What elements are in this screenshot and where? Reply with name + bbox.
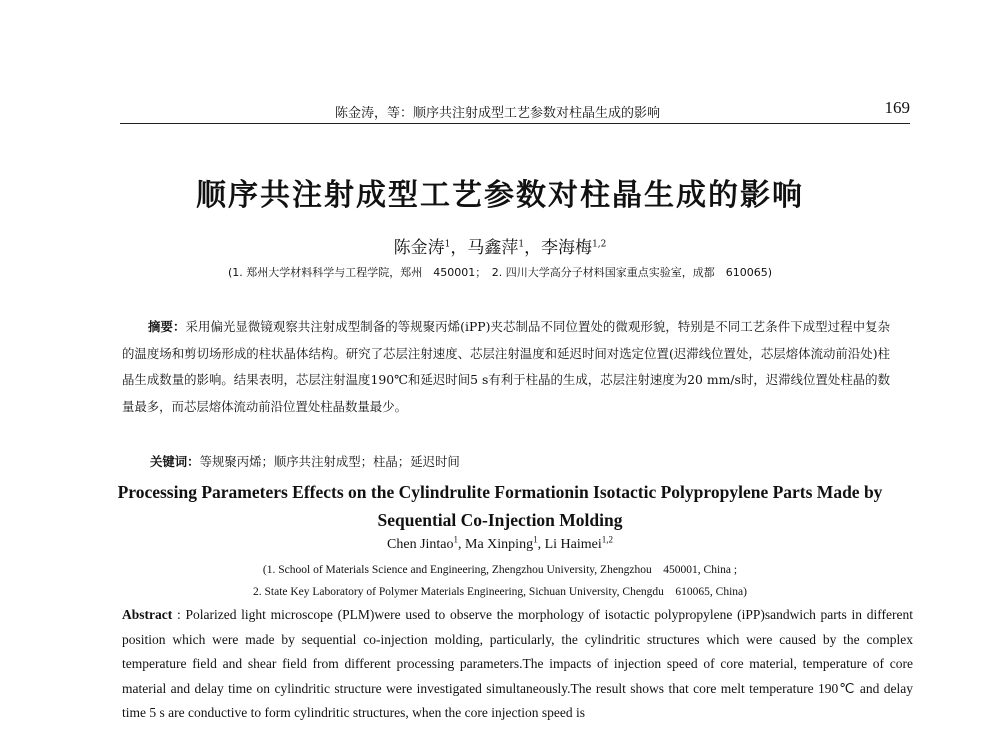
page-number: 169	[884, 98, 910, 117]
english-title: Processing Parameters Effects on the Cylindrulite Formationin Isotactic Polypropylene Parts Made by Sequential Co-Injection Molding	[117, 482, 883, 530]
chinese-keywords	[150, 452, 890, 470]
author-separator: ,	[537, 537, 545, 552]
chinese-abstract-text: 采用偏光显微镜观察共注射成型制备的等规聚丙烯(iPP)夹芯制品不同位置处的微观形貌，特别是不同工艺条件下成型过程中复杂的温度场和剪切场形成的柱状晶体结构。研究了芯层注射速度、芯层注射温度和延迟时间对选定位置(迟滞线位置处，芯层熔体流动前沿处)柱晶生成数量的影响。结果表明，芯层注射温度190℃和延迟时间5 s有利于柱晶的生成，芯层注射速度为20 mm/s时，迟滞线位置处柱晶的数量最多，而芯层熔体流动前沿位置处柱晶数量最少。	[122, 319, 891, 414]
english-abstract-text: : Polarized light microscope (PLM)were used to observe the morphology of isotactic polypropylene (iPP)sandwich parts in different position which were made by sequential co-injection molding, particularly, the cylindritic structures which were caused by the complex temperature field and shear field from different processing parameters.The impacts of injection speed of core material, temperature of core material and delay time on cylindritic structure were investigated simultaneously.The result shows that core melt temperature 190℃ and delay time 5 s are conductive to form cylindritic structures, when the core injection speed is	[122, 607, 913, 720]
chinese-authors	[0, 233, 1000, 258]
author-affiliation-mark: 1	[444, 239, 451, 250]
author-name: 马鑫萍	[467, 238, 519, 258]
author-name: Chen Jintao	[387, 537, 454, 552]
english-authors	[0, 534, 1000, 553]
author-affiliation-mark: 1	[453, 534, 459, 545]
author-name: 李海梅	[541, 238, 593, 258]
author-separator: ,	[458, 537, 466, 552]
author-name: Li Haimei	[544, 537, 602, 552]
chinese-title: 顺序共注射成型工艺参数对柱晶生成的影响	[196, 178, 804, 213]
chinese-affiliation: (1. 郑州大学材料科学与工程学院，郑州 450001； 2. 四川大学高分子材料国家重点实验室，成都 610065)	[227, 266, 773, 279]
running-head-title: 陈金涛，等：顺序共注射成型工艺参数对柱晶生成的影响	[335, 106, 661, 121]
english-affiliation-2: 2. State Key Laboratory of Polymer Materials Engineering, Sichuan University, Chengdu 610065, China)	[253, 586, 747, 598]
chinese-keywords-text: 等规聚丙烯；顺序共注射成型；柱晶；延迟时间	[199, 454, 460, 469]
english-abstract	[122, 603, 913, 726]
author-separator: ，	[450, 238, 468, 258]
author-affiliation-mark: 1	[518, 239, 525, 250]
english-affiliation-1: (1. School of Materials Science and Engineering, Zhengzhou University, Zhengzhou 450001, China ;	[262, 564, 738, 576]
author-affiliation-mark: 1	[533, 534, 538, 545]
chinese-abstract-label: 摘要：	[148, 319, 186, 334]
english-abstract-label: Abstract	[122, 607, 173, 622]
author-name: Ma Xinping	[465, 537, 534, 552]
author-affiliation-mark: 1,2	[601, 534, 613, 545]
chinese-keywords-label: 关键词：	[150, 454, 200, 469]
running-head	[120, 98, 910, 121]
author-name: 陈金涛	[393, 238, 445, 258]
author-separator: ，	[524, 238, 542, 258]
author-affiliation-mark: 1,2	[592, 239, 607, 250]
header-rule	[120, 123, 910, 124]
chinese-abstract	[122, 314, 890, 420]
